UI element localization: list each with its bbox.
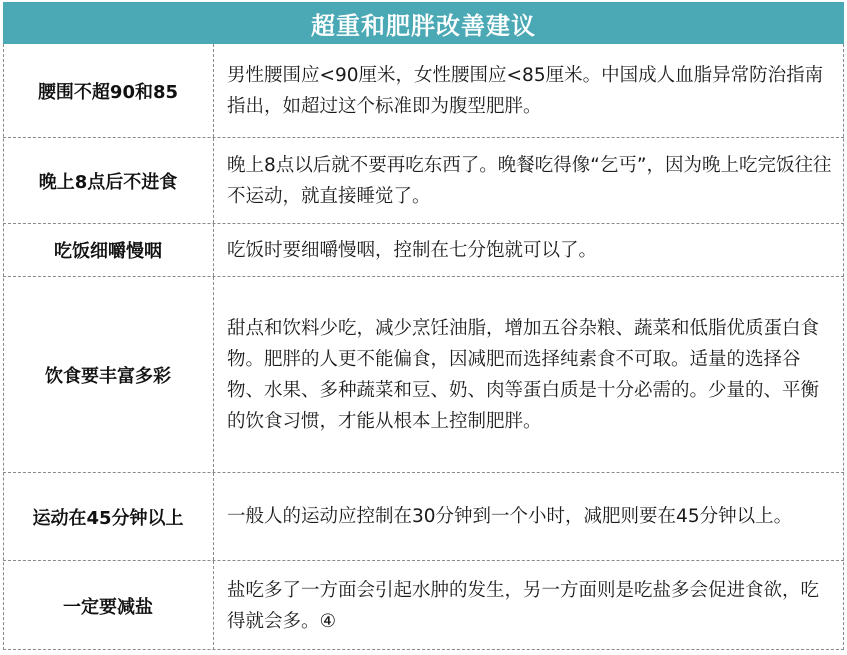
table-row xyxy=(3,473,844,561)
row-label: 一定要减盐 xyxy=(3,561,214,650)
advice-table xyxy=(3,2,844,650)
row-content: 吃饭时要细嚼慢咽，控制在七分饱就可以了。 xyxy=(227,239,598,261)
row-label: 吃饭细嚼慢咽 xyxy=(3,224,214,276)
table-row xyxy=(3,138,844,224)
row-label: 晚上8点后不进食 xyxy=(3,138,214,223)
row-content: 晚上8点以后就不要再吃东西了。晚餐吃得像“乞丐”，因为晚上吃完饭往往不运动，就直接睡觉了。 xyxy=(227,154,832,207)
row-content: 男性腰围应<90厘米，女性腰围应<85厘米。中国成人血脂异常防治指南指出，如超过这个标准即为腹型肥胖。 xyxy=(227,64,824,117)
row-content: 盐吃多了一方面会引起水肿的发生，另一方面则是吃盐多会促进食欲，吃得就会多。④ xyxy=(227,579,820,632)
table-border-left xyxy=(3,44,4,650)
table-row xyxy=(3,44,844,138)
row-label: 饮食要丰富多彩 xyxy=(3,277,214,472)
row-content: 甜点和饮料少吃，减少烹饪油脂，增加五谷杂粮、蔬菜和低脂优质蛋白食物。肥胖的人更不能偏食，因减肥而选择纯素食不可取。适量的选择谷物、水果、多种蔬菜和豆、奶、肉等蛋白质是十分必需的。少量的、平衡的饮食习惯，才能从根本上控制肥胖。 xyxy=(227,317,820,432)
row-label: 腰围不超90和85 xyxy=(3,44,214,137)
table-row xyxy=(3,224,844,277)
table-border-bottom xyxy=(3,649,844,650)
row-label: 运动在45分钟以上 xyxy=(3,473,214,560)
table-title: 超重和肥胖改善建议 xyxy=(3,2,844,44)
table-row xyxy=(3,277,844,473)
row-content: 一般人的运动应控制在30分钟到一个小时，减肥则要在45分钟以上。 xyxy=(227,506,793,527)
table-row xyxy=(3,561,844,650)
table-border-right xyxy=(843,44,844,650)
